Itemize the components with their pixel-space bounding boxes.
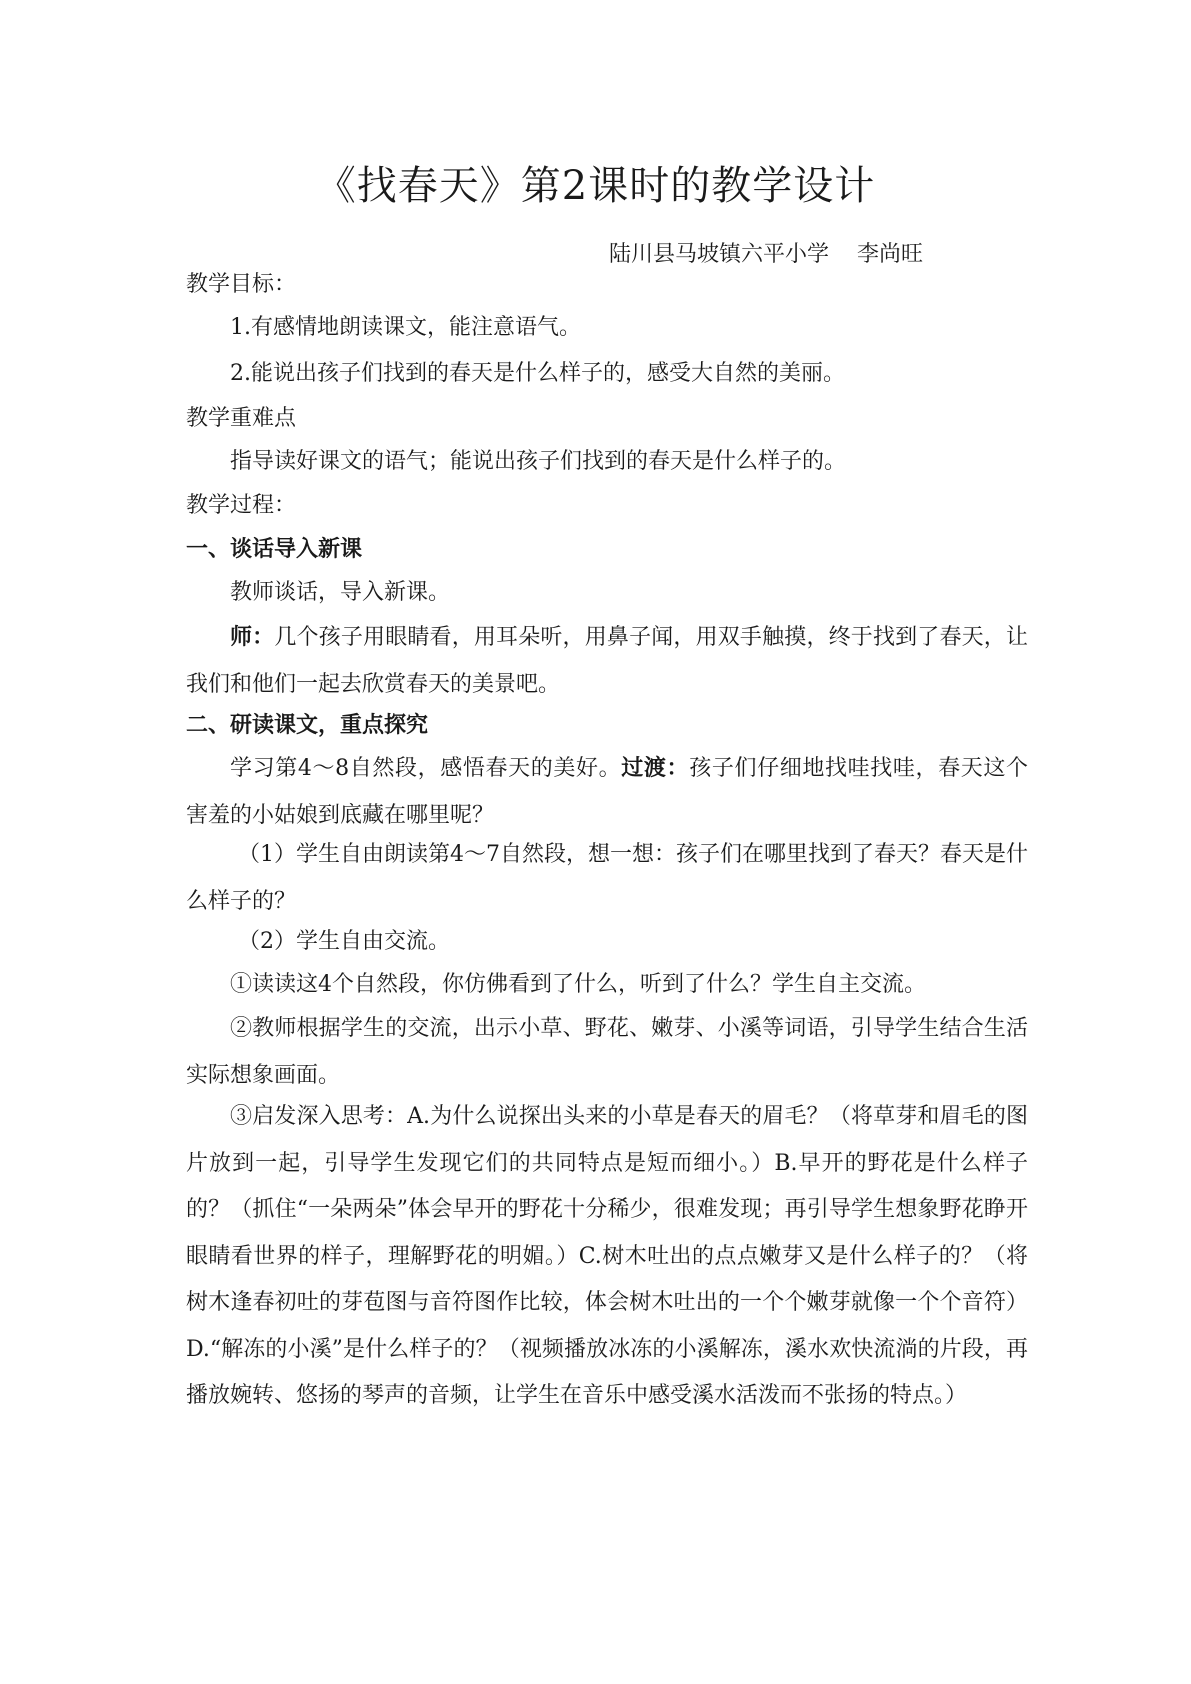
part1-heading: 一、谈话导入新课 — [186, 536, 363, 562]
transition-label: 过渡： — [621, 755, 690, 781]
keypoints-text: 指导读好课文的语气；能说出孩子们找到的春天是什么样子的。 — [230, 449, 847, 474]
goal-2: 2.能说出孩子们找到的春天是什么样子的，感受大自然的美丽。 — [230, 361, 845, 386]
part2-p1-text-a: 学习第4～8自然段，感悟春天的美好。 — [230, 756, 622, 781]
part2-paragraph-1 — [186, 745, 1028, 839]
part2-item-1: ①读读这4个自然段，你仿佛看到了什么，听到了什么？学生自主交流。 — [230, 972, 926, 997]
part2-p1-text-b: 孩子们仔细地找哇找哇，春天这个害羞的小姑娘到底藏在哪里呢？ — [186, 756, 1028, 828]
part2-step-1: （1）学生自由朗读第4～7自然段，想一想：孩子们在哪里找到了春天？春天是什么样子的？ — [186, 842, 1028, 914]
process-label: 教学过程： — [186, 493, 297, 518]
goals-label: 教学目标： — [186, 272, 297, 297]
teacher-text: 几个孩子用眼睛看，用耳朵听，用鼻子闻，用双手触摸，终于找到了春天，让我们和他们一起去欣赏春天的美景吧。 — [186, 625, 1028, 697]
part1-teacher-paragraph — [186, 614, 1028, 708]
goal-1: 1.有感情地朗读课文，能注意语气。 — [230, 315, 581, 340]
part2-item-2: ②教师根据学生的交流，出示小草、野花、嫩芽、小溪等词语，引导学生结合生活实际想象画面。 — [186, 1016, 1028, 1088]
document-title: 《找春天》第2课时的教学设计 — [315, 163, 876, 209]
author-line: 陆川县马坡镇六平小学 李尚旺 — [609, 242, 923, 267]
part2-step-2: （2）学生自由交流。 — [238, 929, 450, 954]
part1-paragraph: 教师谈话，导入新课。 — [230, 580, 451, 605]
teacher-label: 师： — [230, 624, 275, 650]
part2-item-3: ③启发深入思考：A.为什么说探出头来的小草是春天的眉毛？（将草芽和眉毛的图片放到一起，引导学生发现它们的共同特点是短而细小。）B.早开的野花是什么样子的？（抓住“一朵两朵”体会早开的野花十分稀少，很难发现；再引导学生想象野花睁开眼睛看世界的样子，理解野花的明媚。）C.树木吐出的点点嫩芽又是什么样子的？（将树木逢春初吐的芽苞图与音符图作比较，体会树木吐出的一个个嫩芽就像一个个音符）D.“解冻的小溪”是什么样子的？（视频播放冰冻的小溪解冻，溪水欢快流淌的片段，再播放婉转、悠扬的琴声的音频，让学生在音乐中感受溪水活泼而不张扬的特点。） — [186, 1104, 1028, 1408]
keypoints-label: 教学重难点 — [186, 406, 297, 431]
part2-heading: 二、研读课文，重点探究 — [186, 712, 429, 738]
